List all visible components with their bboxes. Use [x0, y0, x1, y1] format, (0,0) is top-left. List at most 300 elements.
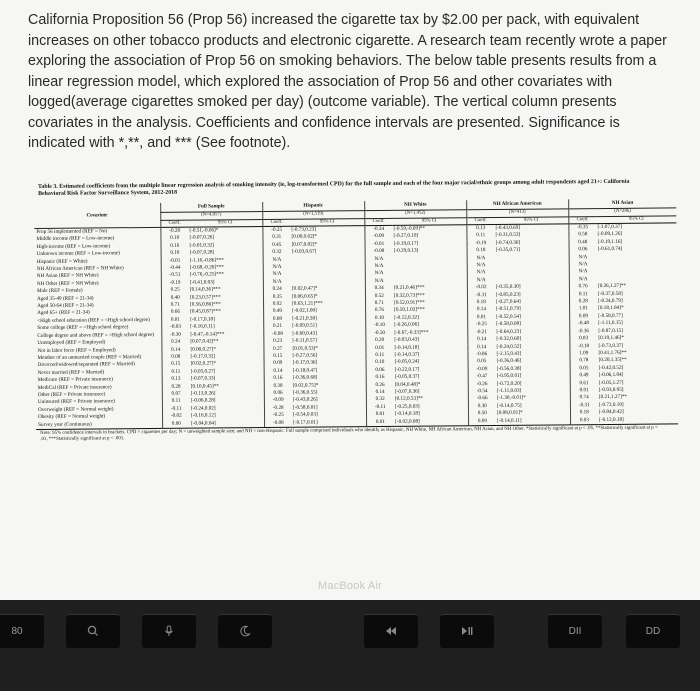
- ci-cell: [-0.72,0.10]: [598, 401, 624, 408]
- coef-cell: 0.03: [570, 417, 598, 425]
- coef-cell: 0.16: [264, 375, 292, 383]
- coef-cell: N/A: [263, 279, 291, 287]
- key-f5: [142, 614, 196, 648]
- ci-cell: [0.45,0.87]***: [190, 308, 221, 316]
- ci-cell: [-0.07,0.26]: [189, 234, 215, 242]
- ci-cell: [-0.35,0.71]: [495, 246, 521, 254]
- table-body: [34, 223, 678, 430]
- covariate-cell: Obesity (REF = Normal weight): [38, 413, 106, 421]
- coef-cell: 0.07: [162, 391, 190, 399]
- coef-cell: 0.21: [263, 323, 291, 331]
- coef-cell: -0.47: [468, 373, 496, 381]
- coef-cell: -0.25: [467, 321, 495, 329]
- coef-cell: 0.14: [161, 346, 189, 354]
- key-f10: [626, 614, 680, 648]
- ci-cell: [0.10,0.45]**: [190, 382, 219, 390]
- coef-cell: 0.15: [162, 361, 190, 369]
- coef-cell: 0.06: [264, 390, 292, 398]
- coef-cell: 0.14: [467, 306, 495, 314]
- coef-cell: 0.11: [466, 232, 494, 240]
- ci-cell: [-0.05,0.24]: [394, 358, 420, 366]
- coef-cell: -0.01: [365, 241, 393, 249]
- ci-cell: [0.50,1.02]***: [394, 307, 425, 314]
- ci-cell: [-0.17,0.01]: [292, 419, 366, 428]
- ci-cell: [-0.17,0.36]: [292, 359, 318, 367]
- coef-cell: 0.11: [162, 368, 190, 376]
- coef-cell: -0.34: [364, 225, 392, 233]
- coef-cell: 0.74: [570, 394, 598, 402]
- coef-cell: 0.92: [263, 301, 291, 309]
- coef-cell: -0.31: [570, 402, 598, 410]
- covariate-cell: <High school education (REF = <High school degree): [37, 316, 150, 324]
- covariate-cell: Male (REF = Female): [36, 287, 83, 295]
- coef-cell: -0.54: [468, 388, 496, 396]
- coef-cell: 0.09: [569, 313, 597, 321]
- coef-cell: N/A: [569, 261, 597, 269]
- ci-cell: [-1.07,0.37]: [597, 223, 623, 231]
- ci-cell: [-0.27,0.10]: [393, 233, 419, 240]
- coef-cell: 0.50: [468, 410, 496, 418]
- group-header: NH African American: [466, 199, 568, 209]
- coef-cell: 0.01: [570, 387, 598, 395]
- ci-cell: [-0.05,1.27]: [598, 379, 624, 386]
- coef-cell: -0.25: [262, 226, 290, 234]
- coef-cell: N/A: [467, 277, 495, 285]
- coef-cell: 0.71: [365, 300, 393, 308]
- coef-cell: N/A: [263, 256, 291, 264]
- coef-cell: -0.21: [467, 329, 495, 337]
- ci-cell: [0.06,0.65]*: [291, 293, 318, 300]
- coef-cell: 0.76: [569, 283, 597, 291]
- coef-cell: 0.11: [366, 352, 394, 360]
- coef-cell: -0.50: [365, 330, 393, 338]
- ci-cell: [-0.16,0.11]: [190, 323, 215, 330]
- coef-cell: 0.05: [468, 358, 496, 366]
- key-f7: [364, 614, 418, 648]
- coef-cell: -0.09: [468, 366, 496, 374]
- ci-cell: [-0.12,0.18]: [598, 416, 678, 425]
- play-pause-icon: [460, 624, 474, 638]
- ci-cell: [-0.13,0.26]: [190, 390, 216, 397]
- covariate-cell: Never married (REF = Married): [37, 369, 105, 376]
- ci-cell: [-0.03,0.43]: [394, 336, 420, 343]
- ci-cell: [-0.17,0.18]: [190, 316, 215, 323]
- coef-cell: 0.24: [263, 286, 291, 294]
- ci-cell: [-0.84,0.42]: [599, 409, 624, 416]
- coef-header: Coeff.: [466, 217, 494, 225]
- ci-cell: [0.01,0.53]*: [292, 345, 318, 352]
- covariate-cell: Aged 35-49 (REF = 21-34): [36, 295, 94, 302]
- coef-cell: -0.19: [161, 279, 189, 287]
- coef-cell: 0.32: [366, 396, 394, 404]
- table-photo: [34, 178, 679, 544]
- laptop-brand-label: MacBook Air: [318, 580, 382, 592]
- covariate-cell: Prop 56 implemented (REF = No): [36, 228, 108, 235]
- ci-cell: [-0.72,0.20]: [496, 380, 522, 387]
- ci-cell: [-0.35,0.30]: [495, 284, 521, 291]
- ci-cell: [-0.05,0.37]: [394, 373, 420, 380]
- ci-cell: [-0.42,0.52]: [598, 364, 624, 371]
- ci-cell: [0.56,0.86]***: [190, 301, 221, 308]
- coef-cell: -0.28: [160, 227, 188, 235]
- coef-cell: -0.48: [569, 320, 597, 328]
- rewind-icon: [384, 624, 398, 638]
- ci-cell: [-0.02,0.08]: [394, 418, 468, 427]
- coef-cell: N/A: [365, 263, 393, 271]
- coef-cell: -0.66: [468, 395, 496, 403]
- search-icon: [86, 624, 100, 638]
- group-n: (N=413): [466, 209, 568, 217]
- coef-cell: 0.28: [569, 298, 597, 306]
- ci-cell: [-0.14,0.75]: [496, 402, 522, 409]
- covariate-cell: Medicare (REF = Private insurance): [37, 376, 113, 384]
- coef-cell: 0.23: [263, 338, 291, 346]
- ci-cell: [-0.24,0.79]: [598, 297, 623, 305]
- coef-cell: 0.20: [365, 337, 393, 345]
- ci-cell: [-1.11,0.03]: [496, 387, 522, 394]
- ci-cell: [-0.41,0.03]: [189, 279, 215, 286]
- coef-cell: -0.02: [162, 413, 190, 421]
- ci-cell: [-0.58,0.77]: [598, 312, 623, 319]
- ci-cell: [-0.19,1.16]: [597, 238, 623, 245]
- ci-cell: [-0.26,0.06]: [394, 321, 419, 329]
- table-caption: [38, 179, 638, 198]
- key-f9: [548, 614, 602, 648]
- covariate-cell: Hispanic (REF = White): [36, 258, 88, 265]
- covariate-cell: Not in labor force (REF = Employed): [37, 346, 116, 354]
- ci-cell: [-0.22,0.17]: [394, 366, 420, 373]
- ci-cell: [0.08,0.91]*: [497, 409, 523, 417]
- ci-cell: [-0.36,0.46]: [496, 358, 522, 365]
- ci-cell: [0.04,0.48]*: [394, 381, 421, 388]
- coef-cell: -0.09: [264, 397, 292, 405]
- group-header: Full Sample: [160, 202, 262, 212]
- coef-header: Coeff.: [568, 216, 596, 224]
- covariate-cell: NH Asian (REF = NH White): [36, 272, 99, 280]
- table-number: Table 3.: [37, 183, 58, 190]
- ci-cell: [-0.07,0.28]: [189, 249, 215, 256]
- ci-cell: [0.07,0.42]**: [190, 338, 219, 345]
- coef-cell: 0.00: [162, 420, 190, 428]
- ci-cell: [-1.11,0.15]: [598, 320, 623, 327]
- coef-cell: 0.24: [161, 339, 189, 347]
- ci-cell: [0.12,0.53]**: [394, 395, 424, 403]
- coef-cell: 0.61: [570, 380, 598, 388]
- group-n: (N=1,519): [262, 211, 364, 219]
- covariate-cell: Middle income (REF = Low-income): [36, 235, 115, 243]
- covariate-cell: Uninsured (REF = Private insurance): [37, 398, 116, 406]
- coef-cell: -0.19: [467, 240, 495, 248]
- coef-cell: 0.25: [161, 287, 189, 295]
- ci-cell: [0.63,1.21]***: [292, 300, 323, 307]
- coef-cell: 0.26: [366, 381, 394, 389]
- coef-cell: 0.28: [162, 383, 190, 391]
- covariate-cell: Member of an unmarried couple (REF = Married): [37, 353, 142, 361]
- coef-cell: 0.13: [162, 376, 190, 384]
- covariate-cell: College degree and above (REF = <High school degree): [37, 331, 155, 339]
- coef-cell: 0.66: [161, 309, 189, 317]
- coef-cell: 0.05: [570, 365, 598, 373]
- coef-cell: 0.01: [366, 418, 394, 426]
- ci-cell: [-0.09,1.26]: [597, 231, 623, 238]
- ci-cell: [-0.74,0.36]: [495, 239, 521, 246]
- ci-cell: [-0.67,-0.33]***: [394, 329, 429, 336]
- coef-cell: N/A: [263, 264, 291, 272]
- ci-cell: [-0.58,0.08]: [496, 321, 521, 328]
- covariate-cell: Divorced/widowed/separated (REF = Married): [37, 361, 135, 369]
- ci-cell: [-0.58,0.01]: [292, 404, 318, 411]
- microphone-icon: [162, 624, 176, 638]
- coef-cell: 0.01: [161, 317, 189, 325]
- coef-cell: 0.49: [263, 308, 291, 316]
- coef-cell: 0.71: [161, 302, 189, 310]
- coef-header: Coeff.: [364, 218, 392, 226]
- ci-cell: [0.02,0.75]*: [292, 382, 319, 389]
- coef-cell: 0.06: [569, 246, 597, 254]
- ci-cell: [-0.14,0.18]: [395, 410, 420, 418]
- ci-cell: [0.21,1.27]**: [598, 394, 628, 401]
- coef-cell: 0.32: [263, 249, 291, 257]
- question-text: California Proposition 56 (Prop 56) increased the cigarette tax by $2.00 per pack, with equivalent increases on other tobacco products and electronic cigarette. A research team recently wrote a paper exploring the association of Prop 56 on smoking behaviors. The below table presents results from a linear regression model, which explored the association of Prop 56 and other covariates with logged(average cigarettes smoked per day) (outcome variable). The vertical column presents covariates in the analysis. Coefficients and confidence intervals are presented. Significance is indicated with *,**, and *** (See footnote).: [28, 12, 667, 151]
- coef-cell: 0.10: [365, 315, 393, 323]
- key-f10-label: DD: [645, 625, 661, 637]
- coef-cell: 0.49: [570, 372, 598, 380]
- ci-cell: [0.23,0.57]***: [189, 294, 221, 301]
- coef-cell: -0.08: [365, 248, 393, 256]
- coef-cell: -0.51: [161, 272, 189, 280]
- coef-cell: 0.14: [467, 343, 495, 351]
- coef-cell: 0.08: [263, 316, 291, 324]
- ci-cell: [0.02,0.47]*: [291, 285, 318, 293]
- coef-cell: -0.08: [264, 419, 292, 427]
- coef-cell: -0.02: [467, 284, 495, 292]
- covariate-cell: NH Other (REF = NH White): [36, 280, 99, 287]
- ci-cell: [-1.16,-0.86]***: [189, 256, 224, 264]
- ci-cell: [0.21,0.46]***: [393, 284, 425, 292]
- ci-cell: [-0.54,0.03]: [293, 411, 318, 418]
- covariate-cell: MediCal (REF = Private insurance): [37, 383, 112, 391]
- ci-cell: [-0.61,0.74]: [597, 246, 623, 253]
- coef-cell: -0.86: [468, 351, 496, 359]
- coef-cell: -0.18: [569, 343, 597, 351]
- ci-cell: [0.07,0.82]*: [291, 241, 318, 248]
- covariate-cell: Unknown income (REF = Low-income): [36, 250, 120, 258]
- coef-cell: 0.16: [161, 242, 189, 250]
- covariate-cell: Aged 65+ (REF = 21-34): [37, 309, 90, 317]
- ci-cell: [-0.68,-0.20]***: [189, 264, 224, 271]
- ci-cell: [-0.04,0.04]: [190, 420, 264, 429]
- ci-cell: [-0.27,0.56]: [292, 352, 318, 359]
- ci-cell: [-0.87,0.15]: [598, 327, 624, 334]
- coef-header: Coeff.: [160, 220, 188, 228]
- coef-cell: 0.06: [366, 367, 394, 375]
- coef-cell: 0.45: [263, 242, 291, 250]
- ci-cell: [-0.64,0.23]: [496, 328, 522, 335]
- group-n: (N=1,452): [364, 210, 466, 218]
- coef-cell: -0.11: [366, 404, 394, 412]
- key-f3: [0, 614, 44, 648]
- ci-cell: [-0.14,0.11]: [496, 417, 570, 426]
- table-caption-text: Estimated coefficients from the multiple linear regression analysis of smoking intensity (ie, log-transformed CPD) for the full sample and each of the four major racial/ethnic groups among adult respondents aged 21+: California Behavioral Risk Factor Surveillance System, 2012-2018: [38, 178, 630, 197]
- coef-cell: 0.76: [365, 307, 393, 315]
- coef-cell: -0.44: [161, 265, 189, 273]
- coef-cell: 0.13: [466, 224, 494, 232]
- ci-cell: [-0.24,0.52]: [496, 343, 522, 350]
- table-note: Note. 95% confidence intervals in brackets. CPD = cigarettes per day; N = unweighted sample size; and NH = non-Hispanic. Full sample comprised individuals who identify as Hispanic, NH White, NH African American, NH Asian, and NH Other. *Statistically significant at p < .05, **Statistically significant at p < .01, ***Statistically significant at p < .001.: [40, 425, 658, 442]
- ci-cell: [-0.43,0.69]: [495, 224, 521, 231]
- ci-cell: [0.18,1.84]*: [598, 305, 624, 312]
- ci-cell: [-0.76,-0.25]***: [189, 271, 224, 279]
- ci-cell: [0.32,0.73]***: [393, 292, 425, 299]
- group-n: (N=286): [568, 208, 676, 216]
- coef-cell: 0.40: [161, 294, 189, 302]
- coef-cell: N/A: [569, 276, 597, 284]
- coef-header: Coeff.: [262, 219, 290, 227]
- key-f9-label: DII: [568, 625, 582, 637]
- coef-cell: N/A: [365, 270, 393, 278]
- coef-cell: N/A: [569, 254, 597, 262]
- key-f8: [440, 614, 494, 648]
- coef-cell: 0.78: [570, 357, 598, 365]
- ci-cell: [-0.25,0.03]: [394, 403, 420, 410]
- ci-cell: [-0.73,0.23]: [291, 226, 317, 233]
- ci-cell: [-0.51,0.79]: [496, 306, 521, 313]
- coef-cell: 0.35: [263, 293, 291, 301]
- group-n: (N=4,057): [160, 212, 262, 220]
- coef-cell: 0.38: [264, 382, 292, 390]
- coef-cell: 0.14: [366, 389, 394, 397]
- ci-cell: [-0.14,0.18]: [394, 344, 420, 351]
- coef-cell: 0.10: [161, 250, 189, 258]
- covariate-cell: Survey year (Continuous): [36, 420, 162, 429]
- covariate-cell: NH African American (REF = NH White): [36, 265, 124, 273]
- group-header: Hispanic: [262, 201, 364, 211]
- ci-cell: [-0.12,0.32]: [394, 314, 419, 321]
- coef-cell: -0.25: [264, 412, 292, 420]
- ci-cell: [0.00,0.27]*: [190, 345, 216, 353]
- coef-cell: 0.08: [161, 354, 189, 362]
- ci-header: 95% CI: [392, 217, 466, 225]
- coef-cell: 0.09: [468, 418, 496, 426]
- ci-cell: [-0.06,1.04]: [598, 371, 624, 379]
- coef-cell: 0.48: [569, 239, 597, 247]
- ci-cell: [-0.56,0.38]: [496, 365, 522, 372]
- covariate-cell: Some college (REF = <High school degree): [37, 324, 129, 332]
- coef-cell: -0.30: [161, 331, 189, 339]
- covariate-cell: Aged 50-64 (REF = 21-34): [37, 302, 94, 310]
- ci-cell: [-0.31,0.53]: [495, 232, 521, 239]
- coef-cell: -0.08: [263, 330, 291, 338]
- coef-cell: 0.16: [366, 374, 394, 382]
- ci-cell: [0.52,0.91]***: [394, 299, 425, 306]
- group-header: NH Asian: [568, 198, 676, 208]
- coef-cell: -0.03: [161, 324, 189, 332]
- ci-cell: [0.26,1.27]**: [597, 283, 627, 290]
- ci-header: 95% CI: [188, 219, 262, 227]
- ci-cell: [-0.85,0.23]: [495, 291, 521, 298]
- ci-cell: [-0.21,0.38]: [292, 315, 317, 322]
- ci-cell: [-0.60,0.43]: [292, 330, 317, 337]
- coef-cell: 0.11: [569, 291, 597, 299]
- coef-cell: N/A: [365, 278, 393, 286]
- coef-cell: -0.26: [468, 381, 496, 389]
- ci-cell: [-0.17,0.32]: [190, 353, 216, 360]
- ci-cell: [-0.36,0.55]: [292, 389, 318, 396]
- ci-cell: [0.41,1.76]**: [598, 349, 627, 356]
- ci-cell: [-0.07,0.33]: [190, 375, 216, 382]
- ci-cell: [-0.01,0.32]: [189, 242, 215, 249]
- ci-cell: [-0.03,0.67]: [291, 248, 317, 255]
- coef-cell: N/A: [467, 269, 495, 277]
- ci-cell: [-0.32,0.60]: [496, 335, 522, 343]
- coef-cell: N/A: [263, 271, 291, 279]
- coef-cell: 0.58: [568, 231, 596, 239]
- coef-cell: 0.01: [365, 344, 393, 352]
- ci-cell: [0.14,0.36]***: [189, 286, 221, 293]
- coef-cell: -0.11: [162, 405, 190, 413]
- key-f4: [66, 614, 120, 648]
- coef-cell: 0.10: [160, 235, 188, 243]
- coef-cell: -0.28: [264, 405, 292, 413]
- covariate-header: Covariate: [34, 203, 160, 229]
- coef-cell: 0.10: [366, 359, 394, 367]
- ci-cell: [0.02,0.27]*: [190, 360, 217, 367]
- ci-cell: [-0.19,0.17]: [393, 240, 419, 247]
- ci-cell: [-0.36,0.68]: [292, 374, 318, 381]
- covariate-cell: Overweight (REF = Normal weight): [37, 406, 114, 413]
- coef-cell: -0.36: [569, 328, 597, 336]
- coef-cell: N/A: [569, 269, 597, 277]
- coef-cell: 0.14: [467, 336, 495, 344]
- coef-cell: -0.31: [467, 292, 495, 300]
- ci-cell: [0.00,0.62]*: [291, 233, 318, 241]
- ci-cell: [-0.73,0.37]: [598, 342, 624, 349]
- coef-cell: 0.34: [365, 285, 393, 293]
- ci-cell: [-0.18,0.47]: [292, 367, 318, 374]
- regression-table: [34, 198, 678, 443]
- coef-cell: -0.35: [568, 224, 596, 232]
- covariate-cell: High-income (REF = Low-income): [36, 243, 111, 250]
- ci-cell: [-0.51,-0.06]*: [189, 227, 219, 234]
- ci-cell: [-0.93,0.95]: [598, 386, 624, 394]
- ci-header: 95% CI: [596, 215, 676, 223]
- group-header: NH White: [364, 200, 466, 210]
- ci-cell: [-0.07,0.36]: [394, 388, 420, 395]
- ci-cell: [-0.43,0.26]: [292, 396, 318, 404]
- coef-cell: 0.31: [262, 234, 290, 242]
- ci-header: 95% CI: [290, 218, 364, 226]
- coef-cell: 0.18: [467, 299, 495, 307]
- ci-cell: [-0.05,0.27]: [190, 368, 216, 375]
- coef-cell: 1.09: [570, 350, 598, 358]
- ci-cell: [-0.95,0.01]: [496, 372, 522, 380]
- coef-cell: 0.27: [263, 345, 291, 353]
- coef-cell: N/A: [467, 255, 495, 263]
- coef-cell: 0.15: [263, 353, 291, 361]
- ci-cell: [-0.09,0.51]: [292, 322, 317, 330]
- ci-cell: [-0.52,0.54]: [496, 313, 521, 320]
- covariate-cell: Unemployed (REF = Employed): [37, 339, 106, 347]
- coef-cell: 1.01: [569, 306, 597, 314]
- coef-cell: 0.09: [264, 360, 292, 368]
- coef-cell: 0.18: [467, 247, 495, 255]
- key-f3-label: 80: [11, 625, 23, 637]
- coef-cell: -0.09: [364, 233, 392, 241]
- coef-cell: 0.11: [162, 398, 190, 406]
- coef-cell: 0.01: [467, 314, 495, 322]
- coef-cell: -0.10: [365, 322, 393, 330]
- ci-cell: [-0.47,-0.14]***: [190, 331, 225, 338]
